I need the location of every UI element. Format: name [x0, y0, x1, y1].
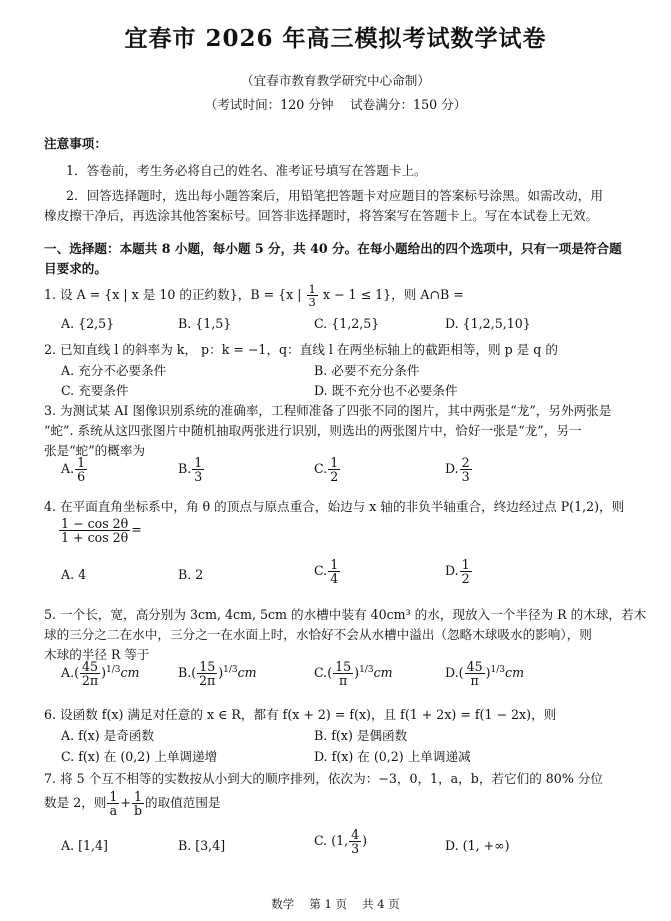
question-3-line-3: 张是“蛇”的概率为	[44, 443, 146, 458]
page-footer: 数学 第 1 页 共 4 页	[271, 897, 400, 911]
question-1-fraction: $\frac{1}{3}$	[308, 282, 316, 310]
subtitle: （宜春市教育教学研究中心命制）	[241, 73, 430, 88]
question-2-option-b: B. 必要不充分条件	[314, 363, 420, 378]
question-7-option-d: D. (1, +∞)	[445, 838, 510, 853]
question-5-option-a: A.( $\frac{45}{2\pi}$ )$^{1/3}$cm	[61, 659, 140, 689]
question-4-option-a: A. 4	[61, 567, 87, 582]
question-6-option-d: D. f(x) 在 (0,2) 上单调递减	[314, 749, 471, 764]
question-3-option-b: B. $\frac{1}{3}$	[178, 455, 203, 485]
question-6-option-b: B. f(x) 是偶函数	[314, 728, 408, 743]
question-6-option-a: A. f(x) 是奇函数	[61, 728, 155, 743]
question-1-stem-a: 1. 设 A = {x | x 是 10 的正约数}，B = {x |	[44, 287, 302, 303]
question-1-option-a: A. {2,5}	[61, 316, 115, 331]
question-5-option-d: D.( $\frac{45}{\pi}$ )$^{1/3}$cm	[445, 659, 525, 689]
question-7-option-a: A. [1,4]	[61, 838, 108, 853]
question-2-option-a: A. 充分不必要条件	[61, 363, 167, 378]
question-5-line-2: 球的三分之二在水中，三分之一在水面上时，水恰好不会从水槽中溢出（忽略木球吸水的影响），则	[44, 627, 592, 642]
question-7-line-1: 7. 将 5 个互不相等的实数按从小到大的顺序排列，依次为：−3，0，1，a，b，若它们的 80% 分位	[44, 771, 603, 786]
section-heading-line-1: 一、选择题：本题共 8 小题，每小题 5 分，共 40 分。在每小题给出的四个选项中，只有一项是符合题	[44, 241, 622, 256]
notice-heading: 注意事项：	[44, 136, 107, 151]
question-6-stem: 6. 设函数 f(x) 满足对任意的 x ∈ R，都有 f(x + 2) = f(x)，且 f(1 + 2x) = f(1 − 2x)，则	[44, 707, 557, 722]
question-4-line-1: 4. 在平面直角坐标系中，角 θ 的顶点与原点重合，始边与 x 轴的非负半轴重合，终边经过点 P(1,2)，则	[44, 499, 625, 514]
exponent: 1/3	[105, 665, 121, 676]
notice-item-2-line-1: 2．回答选择题时，选出每小题答案后，用铅笔把答题卡对应题目的答案标号涂黑。如需改动，用	[66, 188, 603, 203]
question-1-option-c: C. {1,2,5}	[314, 316, 380, 331]
question-6-option-c: C. f(x) 在 (0,2) 上单调递增	[61, 749, 218, 764]
question-5-option-b: B.( $\frac{15}{2\pi}$ )$^{1/3}$cm	[178, 659, 257, 689]
question-1-option-b: B. {1,5}	[178, 316, 232, 331]
question-4-option-b: B. 2	[178, 567, 204, 582]
question-7-line-2: 数是 2，则 $\frac{1}{a}$ + $\frac{1}{b}$ 的取值范围是	[44, 789, 221, 819]
page-title: 宜春市 2026 年高三模拟考试数学试卷	[124, 25, 547, 52]
question-7-line-2-a: 数是 2，则	[44, 795, 107, 811]
exponent: 1/3	[223, 665, 238, 676]
exponent: 1/3	[359, 665, 374, 676]
question-1-stem	[44, 283, 464, 308]
exponent: 1/3	[490, 665, 506, 676]
question-7-line-2-b: 的取值范围是	[145, 795, 221, 811]
question-3-option-a: A. $\frac{1}{6}$	[61, 455, 86, 485]
question-1-option-d: D. {1,2,5,10}	[445, 316, 531, 331]
question-2-option-c: C. 充要条件	[61, 383, 129, 398]
notice-item-1: 1．答卷前，考生务必将自己的姓名、准考证号填写在答题卡上。	[66, 163, 427, 178]
notice-item-2-line-2: 橡皮擦干净后，再选涂其他答案标号。回答非选择题时，将答案写在答题卡上。写在本试卷上无效。	[44, 208, 599, 223]
question-5-line-1: 5. 一个长，宽，高分别为 3cm, 4cm, 5cm 的水槽中装有 40cm³ 的水，现放入一个半径为 R 的木球，若木	[44, 607, 647, 622]
question-1-stem-b: x − 1 ≤ 1}，则 A∩B =	[322, 287, 464, 303]
question-4-option-c: C. $\frac{1}{4}$	[314, 557, 339, 587]
question-7-option-b: B. [3,4]	[178, 838, 226, 853]
question-3-line-2: “蛇”. 系统从这四张图片中随机抽取两张进行识别，则选出的两张图片中，恰好一张是“龙”，另一	[44, 423, 582, 438]
section-heading-line-2: 目要求的。	[44, 261, 107, 276]
question-4-expression: $\frac{1 - \cos 2\theta}{1 + \cos 2\theta}$ =	[61, 516, 142, 546]
question-2-option-d: D. 既不充分也不必要条件	[314, 383, 458, 398]
exam-info: （考试时间：120 分钟 试卷满分：150 分）	[204, 97, 467, 112]
question-3-option-d: D. $\frac{2}{3}$	[445, 455, 470, 485]
question-4-option-d: D. $\frac{1}{2}$	[445, 557, 470, 587]
question-5-option-c: C.( $\frac{15}{\pi}$ )$^{1/3}$cm	[314, 659, 393, 689]
question-3-option-c: C. $\frac{1}{2}$	[314, 455, 339, 485]
question-3-line-1: 3. 为测试某 AI 图像识别系统的准确率，工程师准备了四张不同的图片，其中两张是“龙”，另外两张是	[44, 403, 612, 418]
question-7-option-c: C. (1, $\frac{4}{3}$ )	[314, 827, 368, 857]
question-5-line-3: 木球的半径 R 等于	[44, 647, 150, 662]
question-2-stem: 2. 已知直线 l 的斜率为 k， p：k = −1，q：直线 l 在两坐标轴上的截距相等，则 p 是 q 的	[44, 342, 558, 357]
